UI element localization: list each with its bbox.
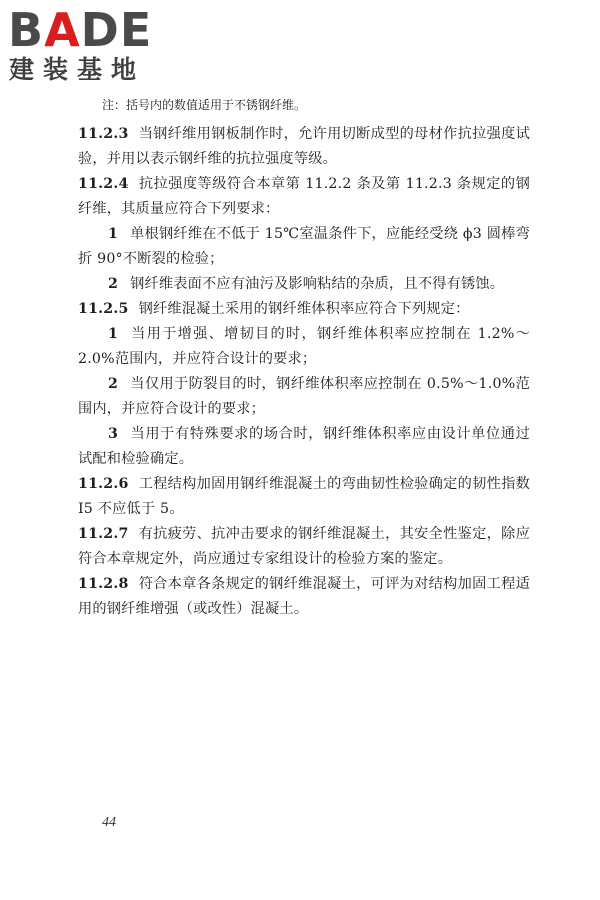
clause-text: 钢纤维混凝土采用的钢纤维体积率应符合下列规定： — [138, 301, 470, 317]
clause-11-2-5-item-1 — [78, 322, 530, 372]
item-number: 1 — [108, 326, 119, 342]
item-text: 钢纤维表面不应有油污及影响粘结的杂质，且不得有锈蚀。 — [130, 276, 505, 292]
clause-11-2-5-item-2 — [78, 372, 530, 422]
logo-subtitle: 建装基地 — [9, 55, 146, 84]
clause-11-2-3 — [78, 122, 530, 172]
logo-brand-accent: A — [44, 3, 81, 57]
clause-11-2-5 — [78, 297, 530, 322]
clause-text: 有抗疲劳、抗冲击要求的钢纤维混凝土，其安全性鉴定，除应符合本章规定外，尚应通过专家组设计的检验方案的鉴定。 — [78, 526, 530, 567]
clause-11-2-6 — [78, 472, 530, 522]
clause-number: 11.2.7 — [78, 526, 129, 542]
clause-11-2-4-item-1 — [78, 222, 530, 272]
item-number: 1 — [108, 226, 119, 242]
item-number: 2 — [108, 276, 119, 292]
table-note: 注：括号内的数值适用于不锈钢纤维。 — [102, 98, 307, 112]
item-number: 3 — [108, 426, 119, 442]
clause-number: 11.2.6 — [78, 476, 129, 492]
clause-11-2-4-item-2 — [78, 272, 530, 297]
logo-brand-suffix: DE — [80, 3, 153, 57]
clause-11-2-4 — [78, 172, 530, 222]
page-number: 44 — [102, 815, 116, 830]
clause-11-2-7 — [78, 522, 530, 572]
item-text: 单根钢纤维在不低于 15℃室温条件下，应能经受绕 ϕ3 圆棒弯折 90°不断裂的检验； — [78, 226, 530, 267]
clause-text: 抗拉强度等级符合本章第 11.2.2 条及第 11.2.3 条规定的钢纤维，其质量应符合下列要求： — [78, 176, 530, 217]
clause-number: 11.2.4 — [78, 176, 129, 192]
item-text: 当用于增强、增韧目的时，钢纤维体积率应控制在 1.2%～2.0%范围内，并应符合设计的要求； — [78, 326, 530, 367]
item-text: 当仅用于防裂目的时，钢纤维体积率应控制在 0.5%～1.0%范围内，并应符合设计的要求； — [78, 376, 530, 417]
document-body — [78, 90, 530, 622]
bade-logo — [8, 3, 176, 86]
clause-11-2-5-item-3 — [78, 422, 530, 472]
clause-number: 11.2.5 — [78, 301, 129, 317]
clause-text: 工程结构加固用钢纤维混凝土的弯曲韧性检验确定的韧性指数 I5 不应低于 5。 — [78, 476, 530, 517]
clause-text: 当钢纤维用钢板制作时，允许用切断成型的母材作抗拉强度试验，并用以表示钢纤维的抗拉强度等级。 — [78, 126, 530, 167]
logo-brand-prefix: B — [8, 3, 45, 57]
clause-number: 11.2.8 — [78, 576, 129, 592]
clause-number: 11.2.3 — [78, 126, 129, 142]
clause-11-2-8 — [78, 572, 530, 622]
item-number: 2 — [108, 376, 119, 392]
logo-brand-text — [8, 3, 153, 57]
item-text: 当用于有特殊要求的场合时，钢纤维体积率应由设计单位通过试配和检验确定。 — [78, 426, 530, 467]
clause-text: 符合本章各条规定的钢纤维混凝土，可评为对结构加固工程适用的钢纤维增强（或改性）混凝土。 — [78, 576, 530, 617]
